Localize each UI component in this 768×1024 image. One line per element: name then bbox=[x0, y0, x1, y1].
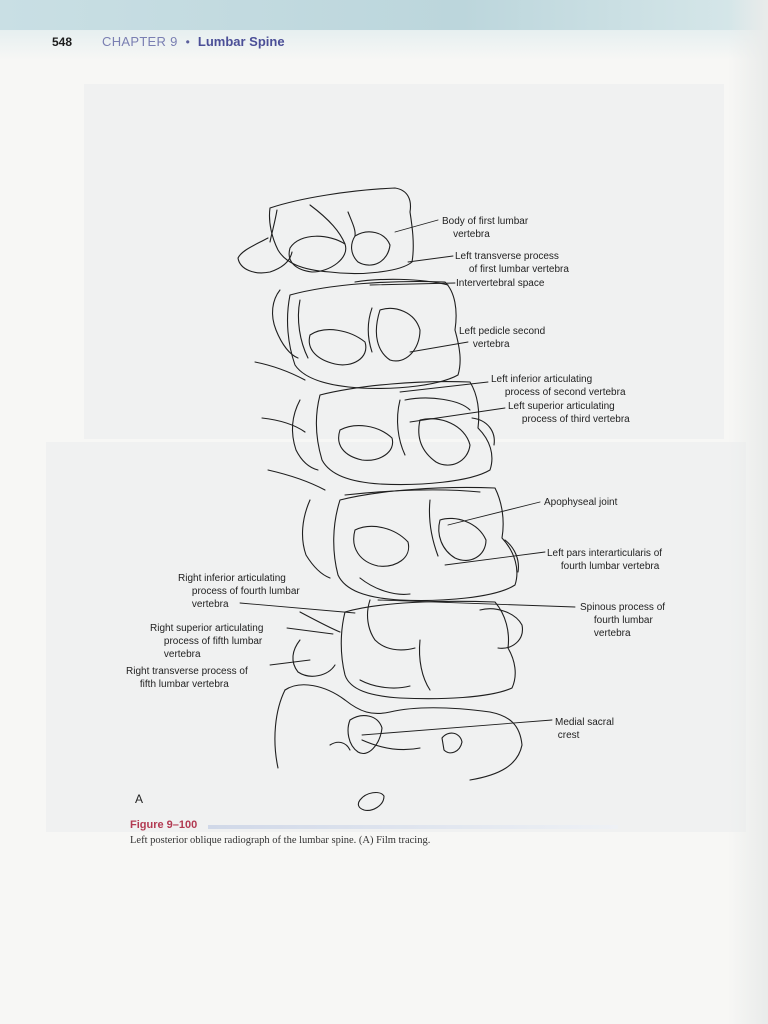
vertebra-l3 bbox=[262, 382, 494, 485]
label-left-pedicle-second: Left pedicle second vertebra bbox=[459, 326, 546, 350]
label-apophyseal-joint: Apophyseal joint bbox=[544, 497, 618, 508]
sacrum bbox=[275, 685, 522, 811]
section-title: Lumbar Spine bbox=[197, 34, 285, 49]
figure-caption: Left posterior oblique radiograph of the lumbar spine. (A) Film tracing. bbox=[130, 835, 431, 846]
header-bullet: • bbox=[185, 35, 190, 49]
label-left-pars-fourth: Left pars interarticularis of fourth lumbar vertebra bbox=[547, 548, 663, 572]
vertebra-l5 bbox=[293, 600, 523, 699]
vertebra-l1 bbox=[238, 188, 413, 274]
label-left-superior-third: Left superior articulating process of third vertebra bbox=[508, 401, 630, 425]
label-right-superior-fifth: Right superior articulating process of fifth lumbar vertebra bbox=[150, 623, 264, 660]
page-number: 548 bbox=[52, 35, 73, 49]
chapter-label: CHAPTER 9 bbox=[102, 34, 178, 49]
figure-title: Figure 9–100 bbox=[130, 819, 198, 831]
label-left-inferior-second: Left inferior articulating process of second vertebra bbox=[491, 374, 626, 398]
label-right-inferior-fourth: Right inferior articulating process of fourth lumbar vertebra bbox=[178, 573, 300, 610]
label-spinous-fourth: Spinous process of fourth lumbar vertebra bbox=[580, 602, 666, 639]
leader-lines bbox=[240, 220, 575, 735]
panel-letter: A bbox=[135, 792, 144, 806]
vertebra-l4 bbox=[268, 470, 518, 600]
label-medial-sacral-crest: Medial sacral crest bbox=[555, 717, 614, 741]
label-intervertebral-space: Intervertebral space bbox=[456, 278, 545, 289]
label-body-first-lumbar: Body of first lumbar vertebra bbox=[442, 216, 529, 240]
label-left-transverse-first: Left transverse process of first lumbar vertebra bbox=[455, 251, 569, 275]
figure-title-rule bbox=[208, 825, 618, 829]
vertebra-l2 bbox=[255, 279, 460, 388]
label-right-transverse-fifth: Right transverse process of fifth lumbar vertebra bbox=[126, 666, 248, 690]
